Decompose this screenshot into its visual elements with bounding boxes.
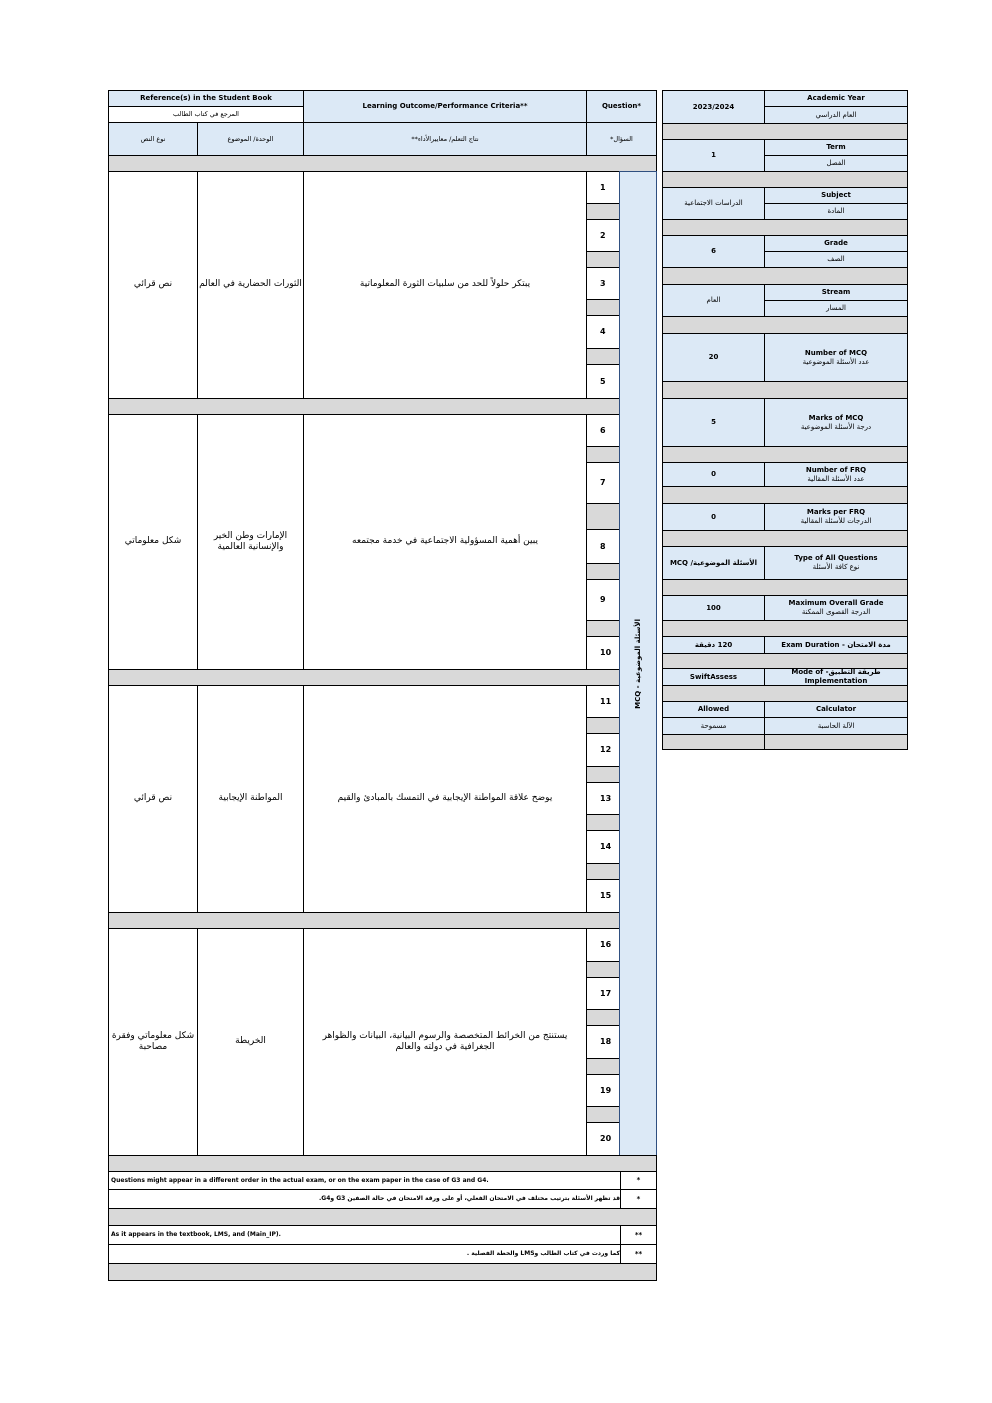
group2-outcome: يبين أهمية المسؤولية الاجتماعية في خدمة مجتمعه (303, 414, 587, 670)
separator-row (662, 171, 908, 188)
separator-row (662, 316, 908, 334)
mode-label: طريقة التطبيق- Mode of Implementation (764, 668, 908, 686)
max-grade-value: 100 (662, 595, 765, 621)
calculator-label-ar: الآلة الحاسبة (764, 717, 908, 735)
marks-frq-value: 0 (662, 503, 765, 531)
subject-value: الدراسات الاجتماعية (662, 187, 765, 220)
max-grade-label-ar: الدرجة القصوى الممكنة (801, 608, 871, 616)
num-frq-label-ar: عدد الأسئلة المقالية (807, 474, 865, 483)
separator-row (662, 620, 908, 637)
note2-ar: كما وردت في كتاب الطالب وLMS والخطة الفصلية . (108, 1244, 621, 1264)
question-spacer (586, 961, 620, 978)
separator-row (662, 486, 908, 504)
calculator-value-en: Allowed (662, 701, 765, 718)
separator-row (108, 1263, 657, 1281)
note1-star-ar: * (620, 1189, 657, 1209)
group4-unit: الخريطة (197, 928, 304, 1156)
group4-text-type: شكل معلوماتي وفقرة مصاحبة (108, 928, 198, 1156)
separator-row (108, 1208, 657, 1226)
max-grade-label-en: Maximum Overall Grade (788, 599, 884, 608)
note1-star: * (620, 1171, 657, 1190)
separator-row (662, 579, 908, 596)
term-label-en: Term (764, 139, 908, 156)
question-number: 6 (586, 414, 620, 447)
note2-star-ar: ** (620, 1244, 657, 1264)
note1-en: Questions might appear in a different order in the actual exam, or on the exam paper in the case of G3 and G4. (108, 1171, 621, 1190)
question-spacer (586, 717, 620, 734)
question-number: 2 (586, 219, 620, 252)
header-outcome-ar: نتاج التعلم/ معاييرالأداء** (303, 122, 587, 156)
separator-row (662, 123, 908, 140)
group4-outcome: يستنتج من الخرائط المتخصصة والرسوم البيانية، البيانات والظواهر الجغرافية في دولته والعالم (303, 928, 587, 1156)
question-number: 11 (586, 685, 620, 718)
separator-row (108, 155, 657, 172)
marks-frq-label-en: Marks per FRQ (806, 508, 866, 517)
group3-outcome: يوضح علاقة المواطنة الإيجابية في التمسك بالمبادئ والقيم (303, 685, 587, 913)
question-spacer (586, 503, 620, 530)
question-spacer (586, 299, 620, 316)
empty-cell (662, 734, 765, 750)
stream-label-en: Stream (764, 284, 908, 301)
type-all-label-en: Type of All Questions (794, 554, 878, 563)
term-value: 1 (662, 139, 765, 172)
question-number: 15 (586, 879, 620, 913)
subject-label-en: Subject (764, 187, 908, 204)
header-text-type-ar: نوع النص (108, 122, 198, 156)
num-frq-label-en: Number of FRQ (805, 465, 867, 474)
question-number: 16 (586, 928, 620, 962)
grade-value: 6 (662, 235, 765, 268)
separator-row (662, 267, 908, 285)
stream-value: العام (662, 284, 765, 317)
question-spacer (586, 203, 620, 220)
question-number: 19 (586, 1074, 620, 1107)
separator-row (662, 530, 908, 547)
empty-cell (764, 734, 908, 750)
note1-ar: قد تظهر الأسئلة بترتيب مختلف في الامتحان الفعلي، أو على ورقة الامتحان في حالة الصفين G3 وG4. (108, 1189, 621, 1209)
marks-mcq-label-en: Marks of MCQ (808, 413, 864, 422)
duration-label: مدة الامتحان - Exam Duration (764, 636, 908, 654)
separator-row (662, 381, 908, 399)
calculator-label-en: Calculator (764, 701, 908, 718)
num-frq-value: 0 (662, 462, 765, 487)
marks-frq-label-ar: الدرجات للأسئلة المقالية (800, 517, 872, 525)
mcq-vertical-label: الأسئلة الموضوعية - MCQ (634, 618, 642, 709)
subject-label-ar: المادة (764, 203, 908, 220)
question-number: 10 (586, 636, 620, 670)
separator-row (108, 912, 621, 929)
question-spacer (586, 446, 620, 463)
mcq-vertical-column (619, 171, 657, 1156)
type-all-value: الأسئلة الموضوعية/ MCQ (662, 546, 765, 580)
question-number: 8 (586, 529, 620, 564)
separator-row (662, 219, 908, 236)
marks-mcq-label (764, 398, 908, 447)
num-mcq-label-en: Number of MCQ (804, 348, 868, 357)
question-number: 17 (586, 977, 620, 1010)
grade-label-en: Grade (764, 235, 908, 252)
header-question-en: Question* (586, 90, 657, 123)
header-outcome-en: Learning Outcome/Performance Criteria** (303, 90, 587, 123)
group2-text-type: شكل معلوماتي (108, 414, 198, 670)
academic-year-label-en: Academic Year (764, 90, 908, 107)
separator-row (108, 1155, 657, 1172)
question-spacer (586, 251, 620, 268)
separator-row (662, 685, 908, 702)
academic-year-label-ar: العام الدراسي (764, 106, 908, 124)
separator-row (108, 669, 621, 686)
group1-text-type: نص قرائي (108, 171, 198, 399)
stream-label-ar: المسار (764, 300, 908, 317)
question-spacer (586, 620, 620, 637)
marks-mcq-label-ar: درجة الأسئلة الموضوعية (800, 422, 872, 431)
group1-outcome: يبتكر حلولاً للحد من سلبيات الثورة المعلوماتية (303, 171, 587, 399)
question-spacer (586, 766, 620, 783)
question-spacer (586, 1106, 620, 1123)
group2-unit: الإمارات وطن الخير والإنسانية العالمية (197, 414, 304, 670)
header-unit-topic-ar: الوحدة/ الموضوع (197, 122, 304, 156)
question-spacer (586, 348, 620, 365)
question-number: 1 (586, 171, 620, 204)
question-spacer (586, 1009, 620, 1026)
num-mcq-label-ar: عدد الأسئلة الموضوعية (802, 357, 870, 366)
question-number: 12 (586, 733, 620, 767)
header-question-ar: السؤال* (586, 122, 657, 156)
num-mcq-label (764, 333, 908, 382)
note2-star: ** (620, 1225, 657, 1245)
marks-frq-label (764, 503, 908, 531)
term-label-ar: الفصل (764, 155, 908, 172)
max-grade-label (764, 595, 908, 621)
separator-row (108, 398, 621, 415)
question-number: 5 (586, 364, 620, 399)
calculator-value-ar: مسموحة (662, 717, 765, 735)
num-mcq-value: 20 (662, 333, 765, 382)
question-spacer (586, 863, 620, 880)
separator-row (662, 653, 908, 669)
question-number: 3 (586, 267, 620, 300)
question-number: 14 (586, 830, 620, 864)
question-number: 20 (586, 1122, 620, 1156)
question-spacer (586, 1058, 620, 1075)
question-number: 9 (586, 579, 620, 621)
academic-year-value: 2023/2024 (662, 90, 765, 124)
question-number: 18 (586, 1025, 620, 1059)
type-all-label (764, 546, 908, 580)
duration-value: 120 دقيقة (662, 636, 765, 654)
question-spacer (586, 814, 620, 831)
question-number: 4 (586, 315, 620, 349)
group3-unit: المواطنة الإيجابية (197, 685, 304, 913)
note2-en: As it appears in the textbook, LMS, and (Main_IP). (108, 1225, 621, 1245)
mode-value: SwiftAssess (662, 668, 765, 686)
separator-row (662, 446, 908, 463)
header-reference-en: Reference(s) in the Student Book (108, 90, 304, 107)
group3-text-type: نص قرائي (108, 685, 198, 913)
num-frq-label (764, 462, 908, 487)
type-all-label-ar: نوع كافة الأسئلة (812, 563, 860, 571)
question-spacer (586, 563, 620, 580)
question-number: 13 (586, 782, 620, 815)
marks-mcq-value: 5 (662, 398, 765, 447)
grade-label-ar: الصف (764, 251, 908, 268)
header-reference-ar: المرجع في كتاب الطالب (108, 106, 304, 123)
question-number: 7 (586, 462, 620, 504)
group1-unit: الثورات الحضارية في العالم (197, 171, 304, 399)
